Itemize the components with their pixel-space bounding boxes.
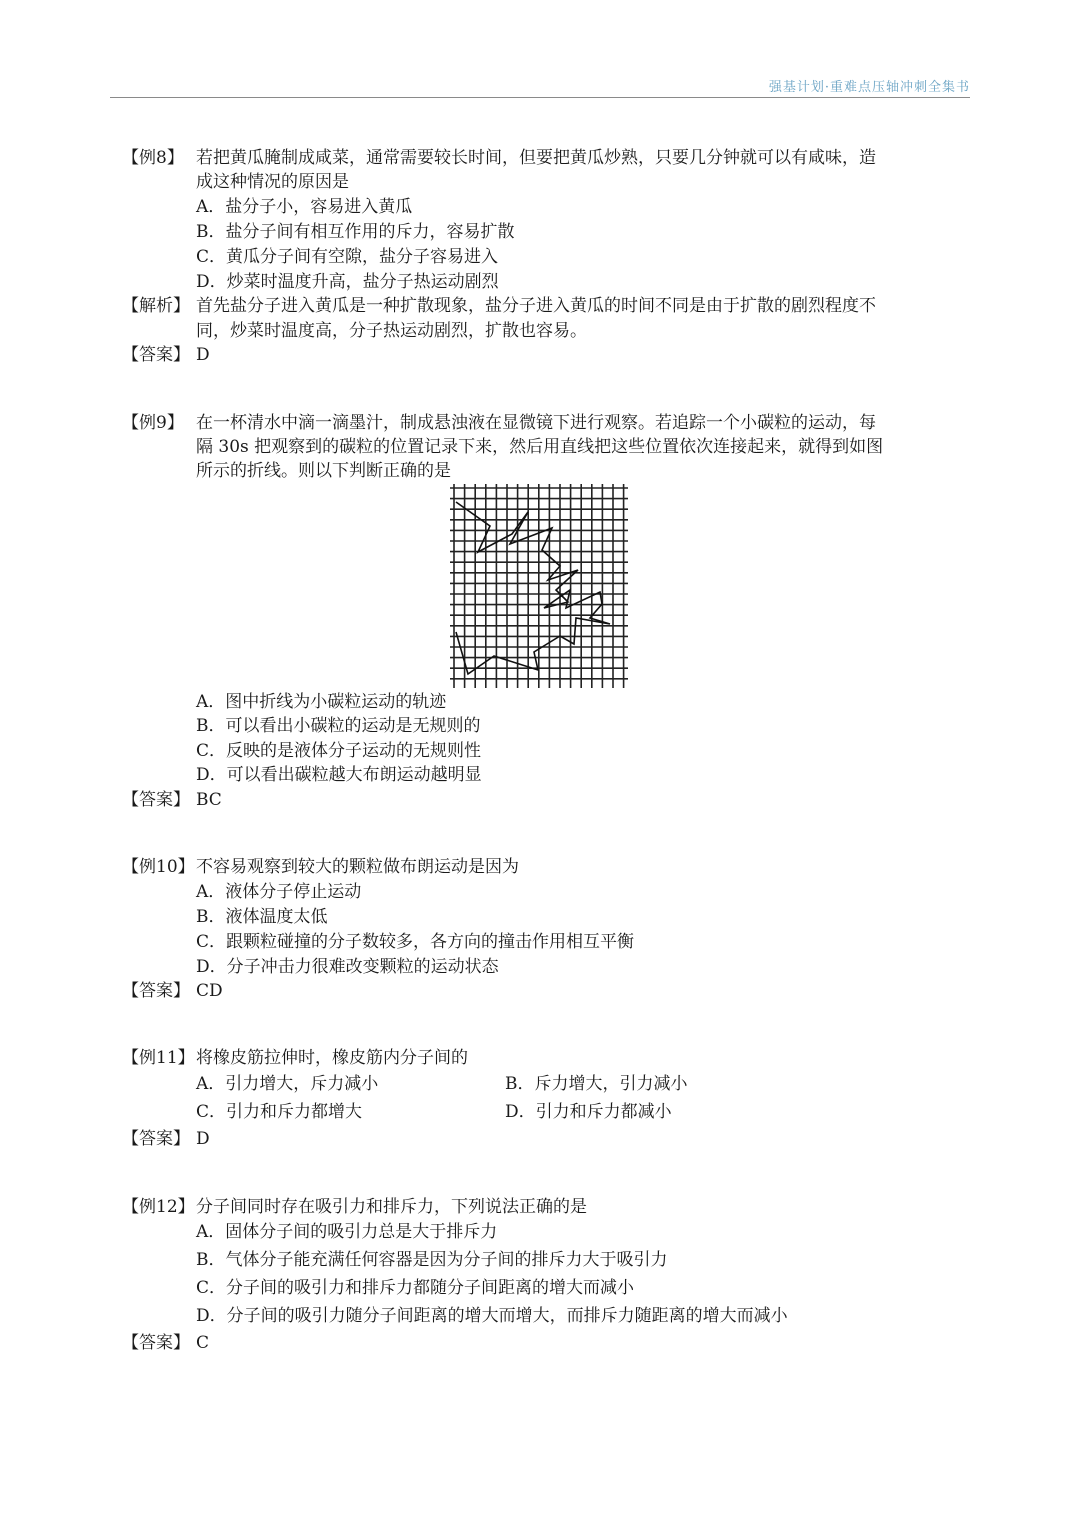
option-a: A．图中折线为小碳粒运动的轨迹 <box>196 692 447 712</box>
option-d: D．分子冲击力很难改变颗粒的运动状态 <box>196 957 499 977</box>
trajectory-polyline <box>456 502 610 674</box>
analysis-text: 首先盐分子进入黄瓜是一种扩散现象，盐分子进入黄瓜的时间不同是由于扩散的剧烈程度不 <box>196 296 876 316</box>
option-a: A．引力增大，斥力减小 <box>196 1074 379 1094</box>
option-a: A．盐分子小，容易进入黄瓜 <box>196 197 413 217</box>
answer-value: BC <box>196 790 222 810</box>
answer-tag: 【答案】 <box>122 790 190 810</box>
option-d: D．炒菜时温度升高，盐分子热运动剧烈 <box>196 272 499 292</box>
option-d: D．引力和斥力都减小 <box>505 1102 672 1122</box>
option-b: B．盐分子间有相互作用的斥力，容易扩散 <box>196 222 515 242</box>
page-header: 强基计划·重难点压轴冲刺全集书 <box>768 80 970 95</box>
example-tag: 【例9】 <box>122 413 184 433</box>
answer-value: D <box>196 1129 210 1149</box>
question-stem: 隔 30s 把观察到的碳粒的位置记录下来，然后用直线把这些位置依次连接起来，就得到如图 <box>196 437 884 457</box>
question-stem: 分子间同时存在吸引力和排斥力，下列说法正确的是 <box>196 1197 587 1217</box>
option-c: C．分子间的吸引力和排斥力都随分子间距离的增大而减小 <box>196 1278 635 1298</box>
example-tag: 【例8】 <box>122 148 184 168</box>
question-stem: 若把黄瓜腌制成咸菜，通常需要较长时间，但要把黄瓜炒熟，只要几分钟就可以有咸味，造 <box>196 148 876 168</box>
example-tag: 【例11】 <box>122 1048 195 1068</box>
analysis-text: 同，炒菜时温度高，分子热运动剧烈，扩散也容易。 <box>196 321 587 341</box>
option-c: C．引力和斥力都增大 <box>196 1102 363 1122</box>
option-c: C．黄瓜分子间有空隙，盐分子容易进入 <box>196 247 499 267</box>
option-b: B．气体分子能充满任何容器是因为分子间的排斥力大于吸引力 <box>196 1250 668 1270</box>
question-stem: 所示的折线。则以下判断正确的是 <box>196 461 451 481</box>
option-b: B．斥力增大，引力减小 <box>505 1074 688 1094</box>
answer-value: CD <box>196 981 223 1001</box>
question-stem: 在一杯清水中滴一滴墨汁，制成悬浊液在显微镜下进行观察。若追踪一个小碳粒的运动，每 <box>196 413 876 433</box>
grid-lines <box>450 484 628 688</box>
example-tag: 【例10】 <box>122 857 195 877</box>
answer-tag: 【答案】 <box>122 981 190 1001</box>
analysis-tag: 【解析】 <box>122 296 190 316</box>
option-d: D．可以看出碳粒越大布朗运动越明显 <box>196 765 482 785</box>
answer-value: D <box>196 345 210 365</box>
question-stem: 不容易观察到较大的颗粒做布朗运动是因为 <box>196 857 519 877</box>
option-b: B．液体温度太低 <box>196 907 328 927</box>
option-a: A．固体分子间的吸引力总是大于排斥力 <box>196 1222 498 1242</box>
question-stem: 成这种情况的原因是 <box>196 172 349 192</box>
option-b: B．可以看出小碳粒的运动是无规则的 <box>196 716 481 736</box>
brownian-motion-figure <box>450 484 630 688</box>
option-c: C．跟颗粒碰撞的分子数较多，各方向的撞击作用相互平衡 <box>196 932 635 952</box>
option-c: C．反映的是液体分子运动的无规则性 <box>196 741 482 761</box>
option-a: A．液体分子停止运动 <box>196 882 362 902</box>
option-d: D．分子间的吸引力随分子间距离的增大而增大，而排斥力随距离的增大而减小 <box>196 1306 788 1326</box>
answer-value: C <box>196 1333 210 1353</box>
example-tag: 【例12】 <box>122 1197 195 1217</box>
answer-tag: 【答案】 <box>122 1333 190 1353</box>
question-stem: 将橡皮筋拉伸时，橡皮筋内分子间的 <box>196 1048 468 1068</box>
header-divider <box>110 97 970 98</box>
answer-tag: 【答案】 <box>122 1129 190 1149</box>
answer-tag: 【答案】 <box>122 345 190 365</box>
